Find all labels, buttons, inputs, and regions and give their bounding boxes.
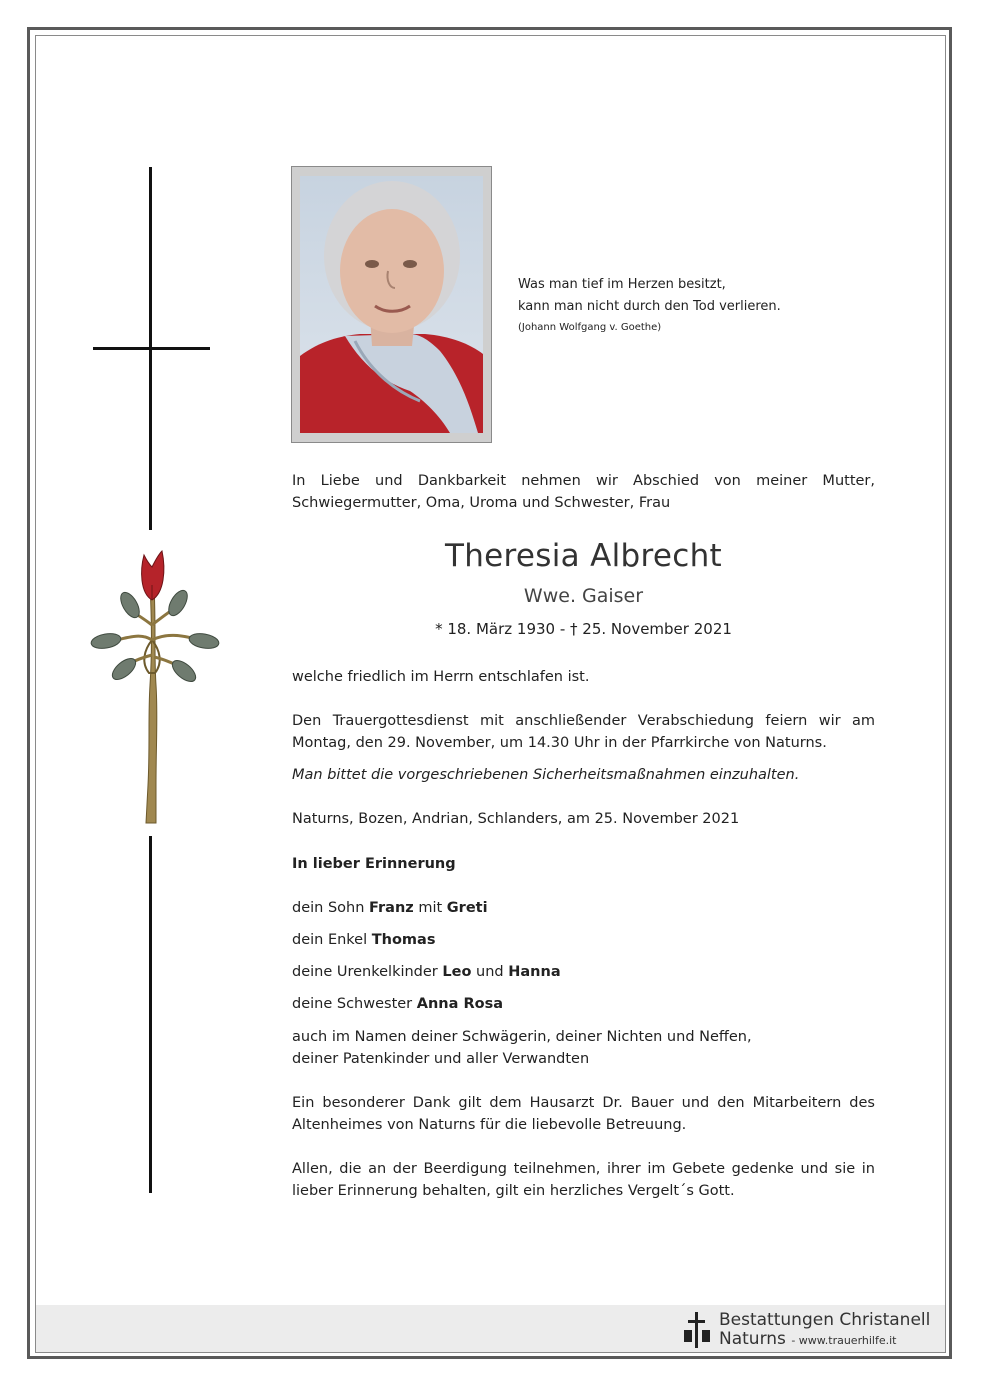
- company-name: Bestattungen Christanell: [719, 1310, 931, 1330]
- quote-line-1: Was man tief im Herzen besitzt,: [518, 277, 726, 292]
- cross-vertical-bottom: [149, 836, 152, 1193]
- intro-text: In Liebe und Dankbarkeit nehmen wir Abschied von meiner Mutter, Schwiegermutter, Oma, Uroma und Schwester, Frau: [292, 473, 875, 511]
- closing-text: Allen, die an der Beerdigung teilnehmen, ihrer im Gebete gedenke und sie in lieber Erinnerung behalten, gilt ein herzliches Vergelt´s Gott.: [292, 1161, 875, 1199]
- service-text: Den Trauergottesdienst mit anschließender Verabschiedung feiern wir am Montag, den 29. November, um 14.30 Uhr in der Pfarrkirche von Naturns.: [292, 713, 875, 751]
- passed-text: welche friedlich im Herrn entschlafen ist.: [292, 669, 590, 685]
- quote-block: [518, 274, 781, 338]
- quote-line-2: kann man nicht durch den Tod verlieren.: [518, 299, 781, 314]
- deceased-name: Theresia Albrecht: [445, 538, 722, 574]
- cross-horizontal: [93, 347, 210, 350]
- company-url[interactable]: - www.trauerhilfe.it: [791, 1334, 897, 1347]
- portrait-frame: [291, 166, 492, 443]
- quote-source: (Johann Wolfgang v. Goethe): [518, 322, 662, 333]
- deceased-maiden-name: Wwe. Gaiser: [523, 585, 644, 607]
- portrait-photo: [300, 176, 483, 433]
- mourner-line: deine Urenkelkinder Leo und Hanna: [292, 964, 561, 980]
- life-dates: * 18. März 1930 - † 25. November 2021: [435, 620, 732, 638]
- thanks-text: Ein besonderer Dank gilt dem Hausarzt Dr. Bauer und den Mitarbeitern des Altenheimes von Naturns für die liebevolle Betreuung.: [292, 1095, 875, 1133]
- company-logo-icon: [682, 1312, 712, 1348]
- company-logo-block: [682, 1310, 944, 1350]
- also-line-1: auch im Namen deiner Schwägerin, deiner Nichten und Neffen,: [292, 1029, 752, 1045]
- mourner-line: dein Sohn Franz mit Greti: [292, 900, 488, 916]
- place-date: Naturns, Bozen, Andrian, Schlanders, am 25. November 2021: [292, 811, 740, 827]
- rose-icon: [86, 545, 222, 830]
- mourner-line: deine Schwester Anna Rosa: [292, 996, 504, 1012]
- mourner-line: dein Enkel Thomas: [292, 932, 436, 948]
- memory-heading: In lieber Erinnerung: [292, 856, 456, 872]
- also-line-2: deiner Patenkinder und aller Verwandten: [292, 1051, 590, 1067]
- company-town-line: Naturns - www.trauerhilfe.it: [719, 1329, 897, 1349]
- safety-note: Man bittet die vorgeschriebenen Sicherheitsmaßnahmen einzuhalten.: [292, 767, 800, 783]
